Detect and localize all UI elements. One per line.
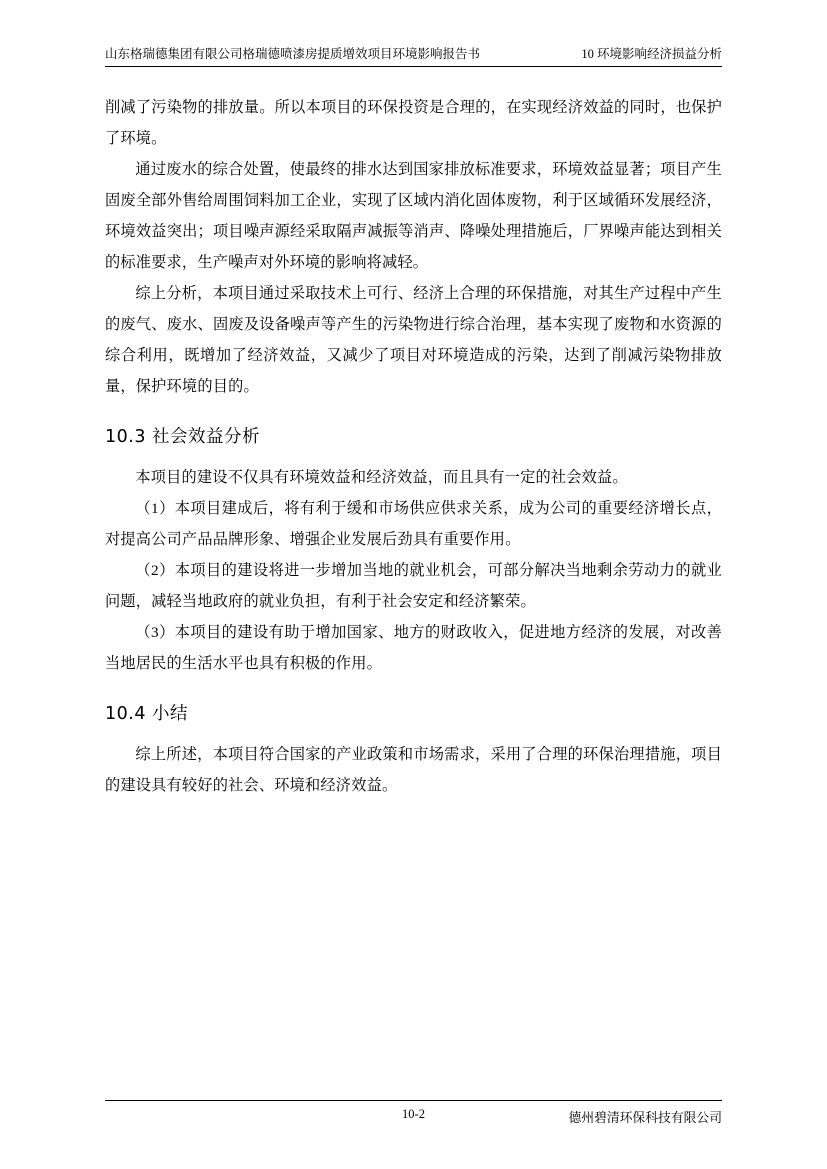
header-document-title: 山东格瑞德集团有限公司格瑞德喷漆房提质增效项目环境影响报告书 <box>105 47 481 61</box>
footer-page-number: 10-2 <box>402 1107 425 1121</box>
page-content <box>105 0 722 1169</box>
paragraph: 综上所述，本项目符合国家的产业政策和市场需求，采用了合理的环保治理措施，项目的建设具有较好的社会、环境和经济效益。 <box>105 746 722 794</box>
section-heading-social-benefit: 10.3 社会效益分析 <box>105 427 261 447</box>
paragraph: （1）本项目建成后，将有利于缓和市场供应供求关系，成为公司的重要经济增长点，对提高公司产品品牌形象、增强企业发展后劲具有重要作用。 <box>105 500 722 548</box>
paragraph: （3）本项目的建设有助于增加国家、地方的财政收入，促进地方经济的发展，对改善当地居民的生活水平也具有积极的作用。 <box>105 624 722 672</box>
section-heading-summary: 10.4 小结 <box>105 704 189 724</box>
paragraph: 综上分析，本项目通过采取技术上可行、经济上合理的环保措施，对其生产过程中产生的废气、废水、固废及设备噪声等产生的污染物进行综合治理，基本实现了废物和水资源的综合利用，既增加了经济效益，又减少了项目对环境造成的污染，达到了削减污染物排放量，保护环境的目的。 <box>105 285 722 395</box>
header-section-title: 10 环境影响经济损益分析 <box>581 47 722 61</box>
paragraph: 本项目的建设不仅具有环境效益和经济效益，而且具有一定的社会效益。 <box>135 469 628 486</box>
page-header <box>105 46 722 67</box>
paragraph: 削减了污染物的排放量。所以本项目的环保投资是合理的，在实现经济效益的同时，也保护了环境。 <box>105 99 722 147</box>
page-footer <box>105 1100 722 1127</box>
paragraph: （2）本项目的建设将进一步增加当地的就业机会，可部分解决当地剩余劳动力的就业问题，减轻当地政府的就业负担，有利于社会安定和经济繁荣。 <box>105 562 722 610</box>
document-body <box>105 92 722 801</box>
footer-company-name: 德州碧清环保科技有限公司 <box>568 1111 722 1125</box>
paragraph: 通过废水的综合处置，使最终的排水达到国家排放标准要求，环境效益显著；项目产生固废全部外售给周围饲料加工企业，实现了区域内消化固体废物，利于区域循环发展经济，环境效益突出；项目噪声源经采取隔声减振等消声、降噪处理措施后，厂界噪声能达到相关的标准要求，生产噪声对外环境的影响将减轻。 <box>105 161 722 271</box>
